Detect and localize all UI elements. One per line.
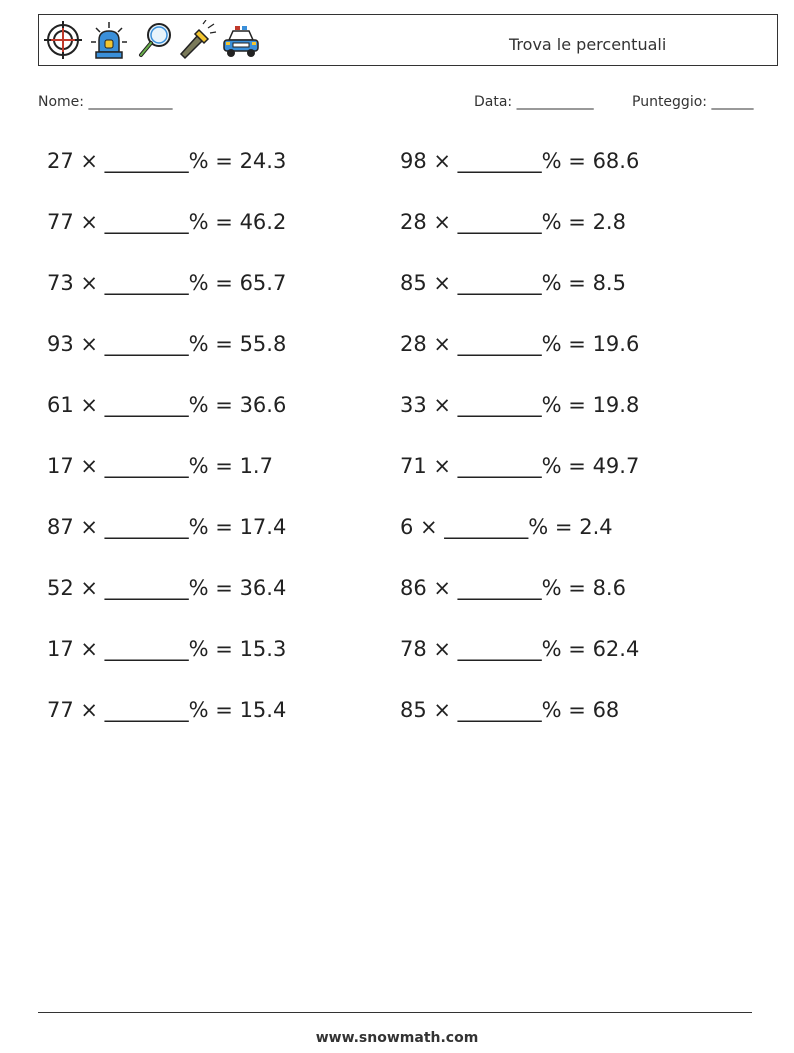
worksheet-header xyxy=(38,14,778,66)
problem-right-10: 85 × ________% = 68 xyxy=(400,698,620,722)
problem-right-3: 85 × ________% = 8.5 xyxy=(400,271,626,295)
problem-right-8: 86 × ________% = 8.6 xyxy=(400,576,626,600)
date-field: Data: ___________ xyxy=(474,94,594,110)
problem-right-7: 6 × ________% = 2.4 xyxy=(400,515,613,539)
flashlight-icon xyxy=(177,20,217,60)
worksheet-title: Trova le percentuali xyxy=(509,35,667,54)
problem-left-10: 77 × ________% = 15.4 xyxy=(47,698,287,722)
problem-right-9: 78 × ________% = 62.4 xyxy=(400,637,640,661)
problem-right-4: 28 × ________% = 19.6 xyxy=(400,332,640,356)
score-field: Punteggio: ______ xyxy=(632,94,754,110)
problem-left-2: 77 × ________% = 46.2 xyxy=(47,210,287,234)
problem-left-1: 27 × ________% = 24.3 xyxy=(47,149,287,173)
problem-right-5: 33 × ________% = 19.8 xyxy=(400,393,640,417)
problem-right-2: 28 × ________% = 2.8 xyxy=(400,210,626,234)
problem-left-4: 93 × ________% = 55.8 xyxy=(47,332,287,356)
police-car-icon xyxy=(221,20,261,60)
problem-left-5: 61 × ________% = 36.6 xyxy=(47,393,287,417)
problem-left-3: 73 × ________% = 65.7 xyxy=(47,271,287,295)
footer-url[interactable]: www.snowmath.com xyxy=(315,1030,479,1046)
magnifying-glass-icon xyxy=(135,20,175,60)
problem-left-7: 87 × ________% = 17.4 xyxy=(47,515,287,539)
siren-icon xyxy=(89,20,129,60)
problem-left-6: 17 × ________% = 1.7 xyxy=(47,454,273,478)
problem-right-1: 98 × ________% = 68.6 xyxy=(400,149,640,173)
problem-left-9: 17 × ________% = 15.3 xyxy=(47,637,287,661)
footer-divider xyxy=(38,1012,752,1013)
name-field: Nome: ____________ xyxy=(38,94,173,110)
problem-left-8: 52 × ________% = 36.4 xyxy=(47,576,287,600)
problem-right-6: 71 × ________% = 49.7 xyxy=(400,454,640,478)
crosshair-icon xyxy=(43,20,83,60)
